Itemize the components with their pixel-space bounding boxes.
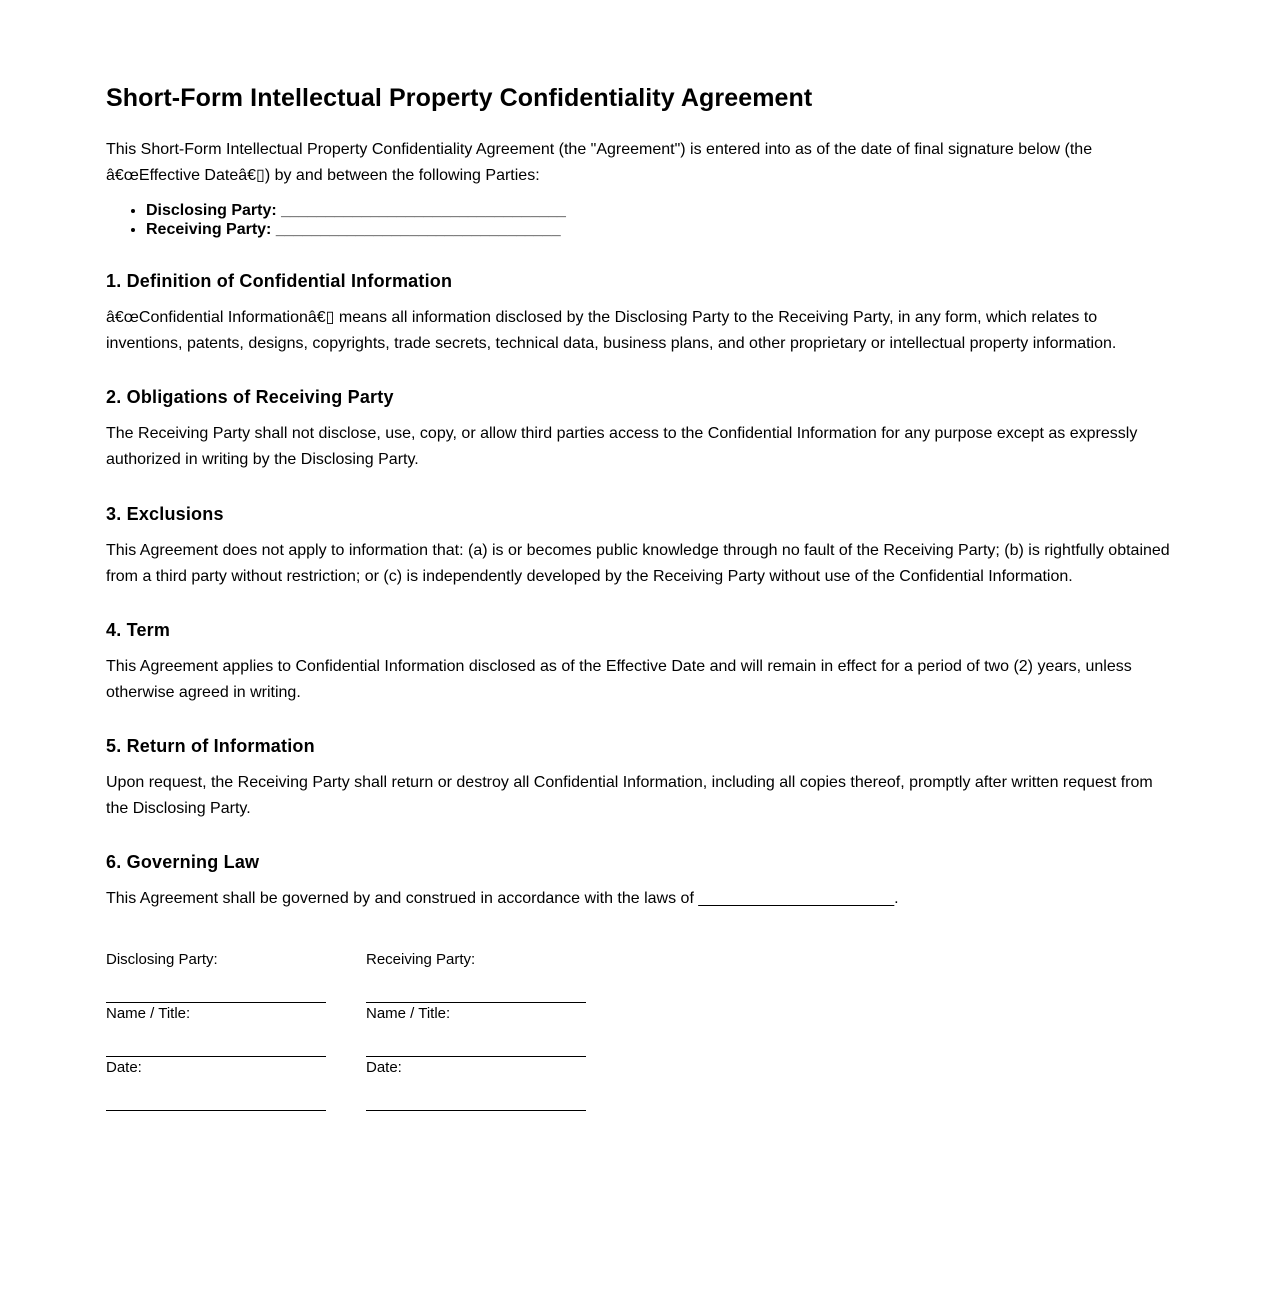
party-blank-field: ________________________________	[281, 202, 566, 219]
signature-block-receiving	[366, 951, 586, 1113]
party-label: Disclosing Party:	[146, 202, 277, 219]
signature-block-disclosing	[106, 951, 326, 1113]
section-body: â€œConfidential Informationâ€▯ means all information disclosed by the Disclosing Party to the Receiving Party, in any form, which relates to inventions, patents, designs, copyrights, trade secrets, technical data, business plans, and other proprietary or intellectual property information.	[106, 309, 1117, 352]
signature-line[interactable]	[106, 1002, 326, 1003]
section-heading: 2. Obligations of Receiving Party	[106, 387, 394, 407]
signature-party-label: Disclosing Party:	[106, 951, 218, 968]
party-label: Receiving Party:	[146, 221, 272, 238]
name-title-line[interactable]	[106, 1056, 326, 1057]
party-item-disclosing	[146, 201, 566, 220]
section-body: This Agreement applies to Confidential Information disclosed as of the Effective Date and will remain in effect for a period of two (2) years, unless otherwise agreed in writing.	[106, 658, 1132, 701]
date-label: Date:	[106, 1059, 142, 1076]
date-line[interactable]	[366, 1110, 586, 1111]
document-title: Short-Form Intellectual Property Confidentiality Agreement	[106, 84, 813, 112]
name-title-label: Name / Title:	[106, 1005, 191, 1022]
parties-list	[106, 201, 566, 239]
signature-line[interactable]	[366, 1002, 586, 1003]
section-heading: 5. Return of Information	[106, 736, 315, 756]
section-body: Upon request, the Receiving Party shall return or destroy all Confidential Information, including all copies thereof, promptly after written request from the Disclosing Party.	[106, 774, 1153, 817]
name-title-line[interactable]	[366, 1056, 586, 1057]
section-body: This Agreement does not apply to information that: (a) is or becomes public knowledge through no fault of the Receiving Party; (b) is rightfully obtained from a third party without restriction; or (c) is independently developed by the Receiving Party without use of the Confidential Information.	[106, 542, 1170, 585]
party-item-receiving	[146, 220, 566, 239]
section-heading: 6. Governing Law	[106, 852, 260, 872]
section-heading: 1. Definition of Confidential Information	[106, 271, 453, 291]
date-label: Date:	[366, 1059, 402, 1076]
intro-paragraph: This Short-Form Intellectual Property Confidentiality Agreement (the "Agreement") is entered into as of the date of final signature below (the â€œEffective Dateâ€▯) by and between the following Parties:	[106, 141, 1093, 184]
signature-party-label: Receiving Party:	[366, 951, 476, 968]
party-blank-field: ________________________________	[275, 221, 561, 238]
section-heading: 3. Exclusions	[106, 504, 224, 524]
name-title-label: Name / Title:	[366, 1005, 451, 1022]
section-body: This Agreement shall be governed by and construed in accordance with the laws of ______________________.	[106, 890, 899, 907]
section-body: The Receiving Party shall not disclose, use, copy, or allow third parties access to the Confidential Information for any purpose except as expressly authorized in writing by the Disclosing Party.	[106, 425, 1138, 468]
date-line[interactable]	[106, 1110, 326, 1111]
section-heading: 4. Term	[106, 620, 171, 640]
